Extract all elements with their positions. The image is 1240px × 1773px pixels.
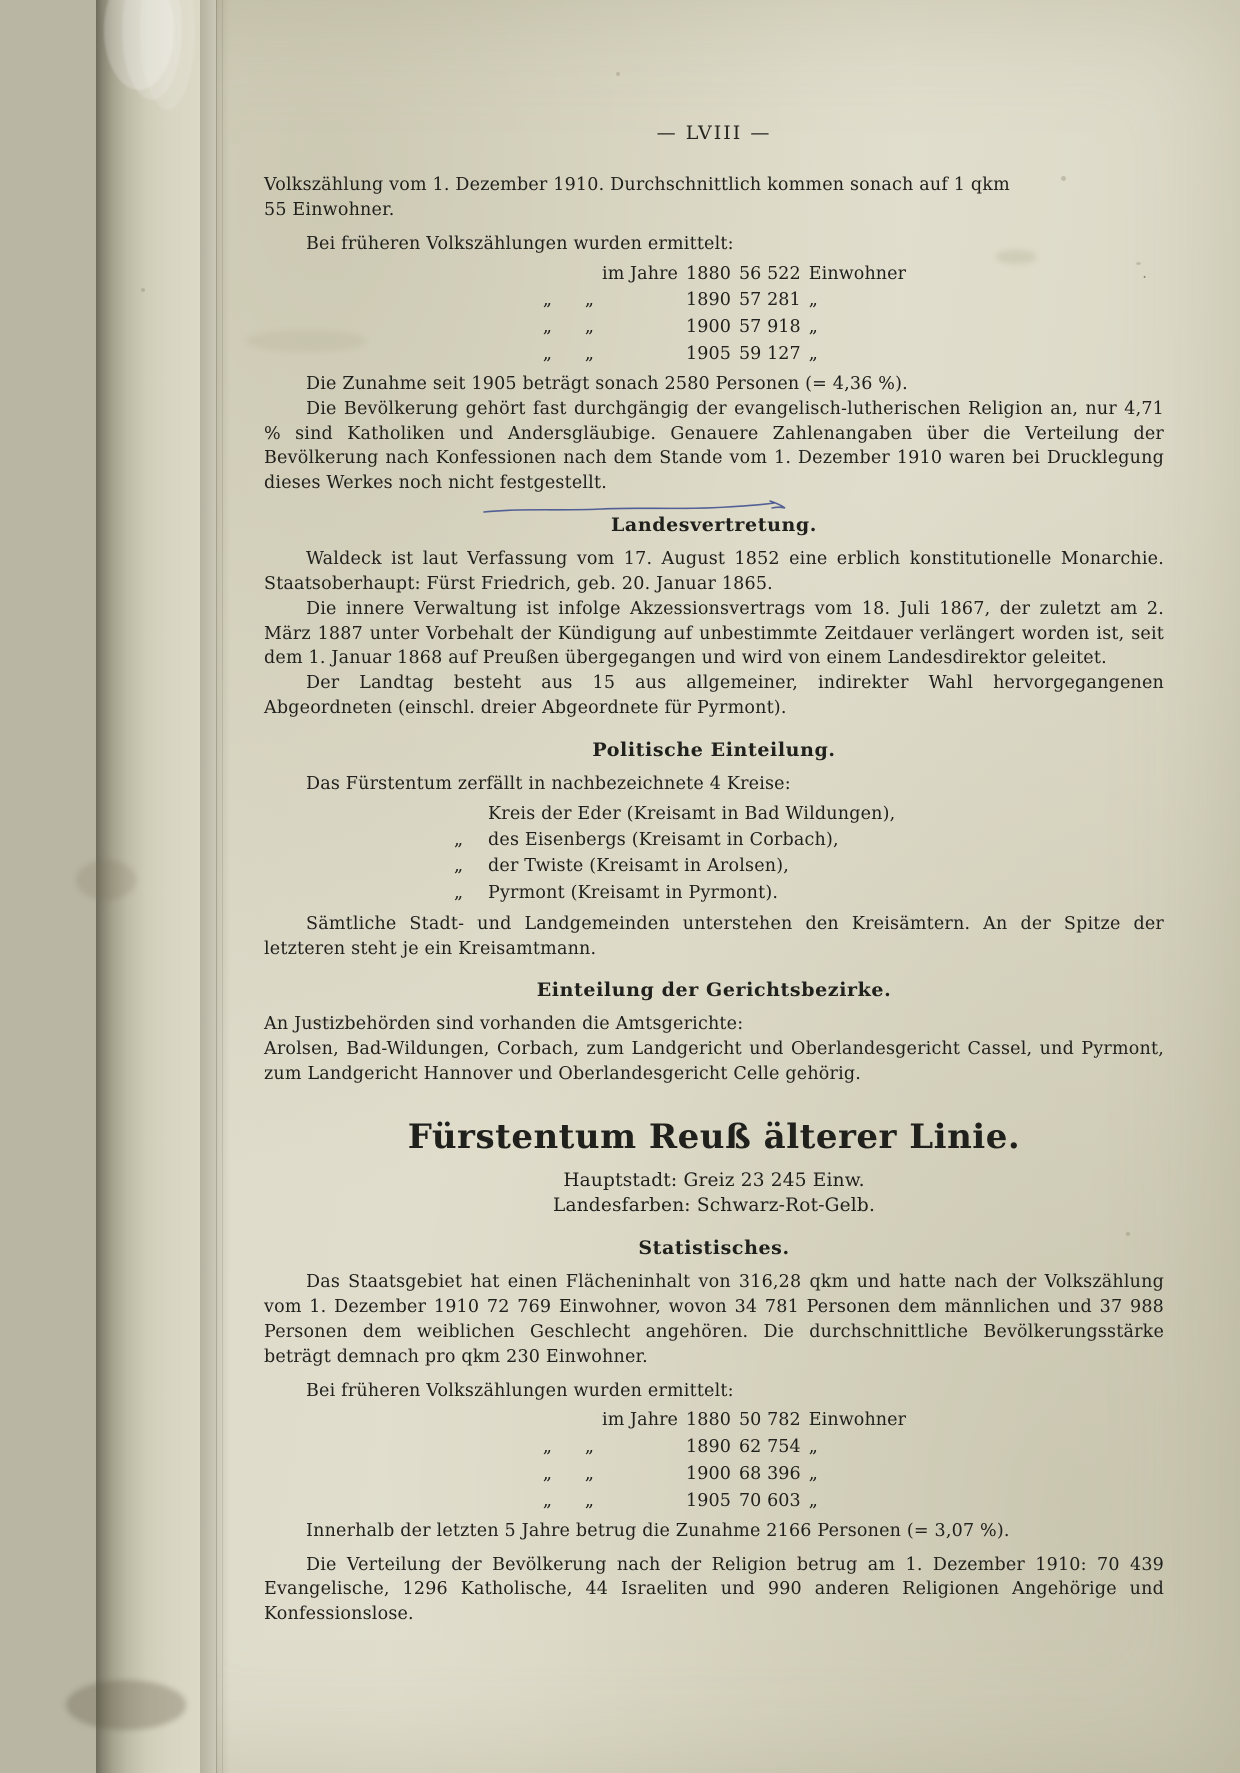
list-item — [454, 853, 1164, 879]
quote-mark: „ — [454, 856, 464, 877]
table-row — [514, 1488, 910, 1515]
quote-mark — [556, 261, 598, 288]
capital-value: Greiz 23 245 Einw. — [683, 1170, 865, 1192]
gerichtsbezirke-paragraph-2: Arolsen, Bad-Wildungen, Corbach, zum Landgericht und Oberlandesgericht Cassel, und Pyrmont, zum Landgericht Hannover und Oberlandesgericht Celle gehörig. — [264, 1039, 1164, 1085]
page-number: — LVIII — — [656, 122, 772, 144]
page-text-column — [264, 120, 1164, 1627]
gerichtsbezirke-paragraph-1: An Justizbehörden sind vorhanden die Amtsgerichte: — [264, 1014, 744, 1035]
landesvertretung-paragraph-2: Die innere Verwaltung ist infolge Akzessionsvertrags vom 18. Juli 1867, der zuletzt am 2. März 1887 unter Vorbehalt der Kündigung auf unbestimmte Zeitdauer verlängert worden ist, seit dem 1. Januar 1868 auf Preußen übergegangen und wird von einem Landesdirektor geleitet. — [264, 598, 1164, 669]
waldeck-census-line-1: Volkszählung vom 1. Dezember 1910. Durchschnittlich kommen sonach auf 1 qkm — [264, 174, 1010, 195]
table-row — [514, 341, 910, 368]
table-row — [514, 261, 910, 288]
gutter-edge-line-2 — [222, 0, 223, 1773]
census-unit: „ — [808, 344, 818, 365]
quote-mark — [556, 1407, 598, 1434]
landesvertretung-p1-text: Waldeck ist laut Verfassung vom 17. August 1852 eine erblich konstitutionelle Monarchie. Staatsoberhaupt: — [264, 549, 1164, 594]
margin-pencil-mark: ⋅ — [1142, 268, 1148, 286]
census-value: 57 918 — [738, 317, 801, 338]
quote-mark: „ — [584, 1464, 594, 1485]
census-value: 70 603 — [738, 1490, 801, 1511]
census-value: 57 281 — [738, 290, 801, 311]
reuss-census-table — [514, 1407, 910, 1514]
quote-mark: „ — [542, 1464, 552, 1485]
kreis-label: des Eisenbergs (Kreisamt in Corbach), — [488, 830, 839, 851]
reuss-earlier-census-label: Bei früheren Volkszählungen wurden ermittelt: — [306, 1380, 734, 1401]
politische-einteilung-intro: Das Fürstentum zerfällt in nachbezeichnete 4 Kreise: — [306, 773, 791, 794]
kreis-label: der Twiste (Kreisamt in Arolsen), — [488, 856, 790, 877]
waldeck-earlier-census-label: Bei früheren Volkszählungen wurden ermittelt: — [306, 233, 734, 254]
quote-mark: „ — [542, 290, 552, 311]
census-year: 1880 — [686, 263, 731, 284]
list-item — [454, 801, 1164, 827]
census-value: 62 754 — [738, 1437, 801, 1458]
table-row — [514, 1461, 910, 1488]
quote-mark — [514, 261, 556, 288]
quote-mark — [514, 1407, 556, 1434]
census-unit: „ — [808, 1490, 818, 1511]
book-page — [96, 0, 1240, 1773]
census-value: 68 396 — [738, 1464, 801, 1485]
quote-mark: „ — [542, 1490, 552, 1511]
table-row — [514, 314, 910, 341]
waldeck-increase-paragraph: Die Zunahme seit 1905 beträgt sonach 2580 Personen (= 4,36 %). — [306, 373, 908, 394]
kreise-list — [454, 801, 1164, 906]
census-unit: „ — [808, 290, 818, 311]
census-year: 1905 — [686, 344, 731, 365]
reuss-colors-line — [264, 1194, 1164, 1219]
gutter-edge-line — [216, 0, 217, 1773]
heading-statistisches: Statistisches. — [638, 1237, 790, 1260]
list-item — [454, 880, 1164, 906]
annotated-ruler-name: Fürst Friedrich, geb. 20. Januar 1865. — [426, 573, 773, 594]
waldeck-census-table — [514, 261, 910, 368]
census-unit: „ — [808, 317, 818, 338]
heading-landesvertretung: Landesvertretung. — [610, 514, 818, 537]
waldeck-census-line-2: 55 Einwohner. — [264, 199, 395, 220]
quote-mark: „ — [542, 317, 552, 338]
kreis-label: Kreis der Eder (Kreisamt in Bad Wildungen), — [488, 803, 896, 824]
quote-mark: „ — [584, 290, 594, 311]
reuss-religion-paragraph: Die Verteilung der Bevölkerung nach der Religion betrug am 1. Dezember 1910: 70 439 Evangelische, 1296 Katholische, 44 Israeliten und 990 anderen Religionen Angehörige und Konfessionslose. — [264, 1554, 1164, 1625]
waldeck-religion-paragraph: Die Bevölkerung gehört fast durchgängig der evangelisch-lutherischen Religion an, nur 4,71 % sind Katholiken und Andersgläubige. Genauere Zahlenangaben über die Verteilung der Bevölkerung nach Konfessionen nach dem Stande vom 1. Dezember 1910 waren bei Drucklegung dieses Werkes noch nicht festgestellt. — [264, 398, 1164, 494]
reuss-capital-line — [264, 1169, 1164, 1194]
lead-label — [598, 341, 682, 368]
census-value: 59 127 — [738, 344, 801, 365]
census-year: 1905 — [686, 1490, 731, 1511]
section-title-reuss: Fürstentum Reuß älterer Linie. — [407, 1116, 1021, 1157]
census-year: 1890 — [686, 290, 731, 311]
census-year: 1890 — [686, 1437, 731, 1458]
census-unit: Einwohner — [808, 1410, 907, 1431]
quote-mark: „ — [584, 344, 594, 365]
quote-mark: „ — [542, 344, 552, 365]
colors-value: Schwarz-Rot-Gelb. — [696, 1195, 876, 1217]
heading-gerichtsbezirke: Einteilung der Gerichtsbezirke. — [536, 979, 892, 1002]
reuss-increase-paragraph: Innerhalb der letzten 5 Jahre betrug die Zunahme 2166 Personen (= 3,07 %). — [306, 1520, 1010, 1541]
table-row — [514, 1407, 910, 1434]
quote-mark: „ — [454, 830, 464, 851]
lead-label — [598, 1434, 682, 1461]
census-value: 56 522 — [738, 263, 801, 284]
lead-label — [598, 1488, 682, 1515]
quote-mark: „ — [542, 1437, 552, 1458]
census-unit: Einwohner — [808, 263, 907, 284]
lead-label: im Jahre — [602, 1410, 678, 1431]
quote-mark: „ — [454, 882, 464, 903]
landesvertretung-paragraph-3: Der Landtag besteht aus 15 aus allgemeiner, indirekter Wahl hervorgegangenen Abgeordneten (einschl. dreier Abgeordnete für Pyrmont). — [264, 673, 1164, 719]
census-value: 50 782 — [738, 1410, 801, 1431]
reuss-statistics-paragraph-1: Das Staatsgebiet hat einen Flächeninhalt von 316,28 qkm und hatte nach der Volkszählung vom 1. Dezember 1910 72 769 Einwohner, wovon 34 781 Personen dem männlichen und 37 988 Personen dem weiblichen Geschlecht angehören. Die durchschnittliche Bevölkerungsstärke beträgt demnach pro qkm 230 Einwohner. — [264, 1272, 1164, 1367]
lead-label: im Jahre — [602, 263, 678, 284]
politische-einteilung-outro: Sämtliche Stadt- und Landgemeinden unterstehen den Kreisämtern. An der Spitze der letzteren steht je ein Kreisamtmann. — [264, 913, 1164, 959]
lead-label — [598, 287, 682, 314]
census-unit: „ — [808, 1437, 818, 1458]
kreis-label: Pyrmont (Kreisamt in Pyrmont). — [488, 882, 779, 903]
heading-politische-einteilung: Politische Einteilung. — [592, 738, 836, 761]
colors-label: Landesfarben: — [552, 1195, 691, 1217]
census-year: 1900 — [686, 1464, 731, 1485]
book-gutter — [96, 0, 216, 1773]
lead-label — [598, 314, 682, 341]
lead-label — [598, 1461, 682, 1488]
list-item — [454, 827, 1164, 853]
quote-mark: „ — [584, 317, 594, 338]
table-row — [514, 287, 910, 314]
capital-label: Hauptstadt: — [563, 1170, 678, 1192]
landesvertretung-paragraph-1 — [264, 547, 1164, 597]
table-row — [514, 1434, 910, 1461]
census-unit: „ — [808, 1464, 818, 1485]
census-year: 1900 — [686, 317, 731, 338]
census-year: 1880 — [686, 1410, 731, 1431]
quote-mark: „ — [584, 1437, 594, 1458]
quote-mark: „ — [584, 1490, 594, 1511]
